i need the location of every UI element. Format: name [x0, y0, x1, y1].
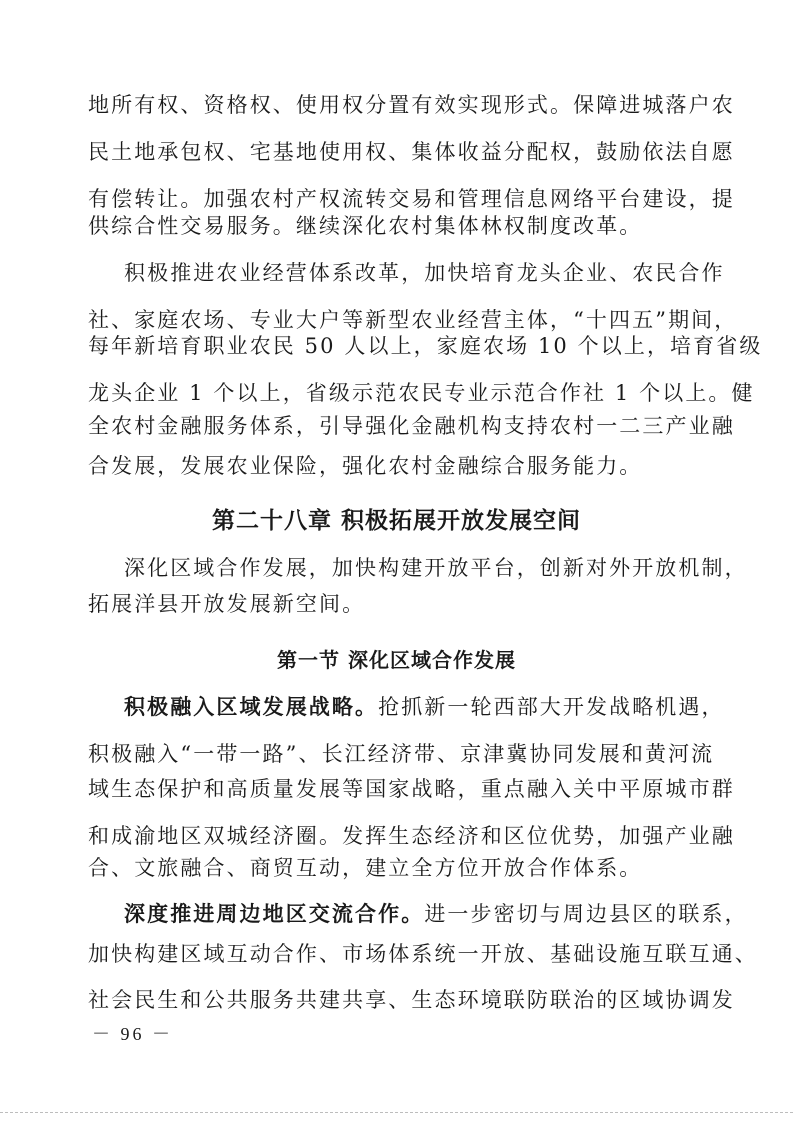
paragraph-line: 龙头企业 1 个以上，省级示范农民专业示范合作社 1 个以上。健: [88, 381, 755, 405]
paragraph-line: 积极推进农业经营体系改革，加快培育龙头企业、农民合作: [124, 261, 725, 285]
section-title: 第一节 深化区域合作发展: [277, 648, 516, 672]
paragraph-line: [124, 899, 754, 929]
chapter-title: 第二十八章 积极拓展开放发展空间: [211, 508, 581, 534]
paragraph-line: 加快构建区域互动合作、市场体系统一开放、基础设施互联互通、: [88, 942, 758, 966]
paragraph-line: 和成渝地区双城经济圈。发挥生态经济和区位优势，加强产业融: [88, 824, 735, 848]
paragraph-line: 社会民生和公共服务共建共享、生态环境联防联治的区域协调发: [88, 988, 735, 1012]
paragraph-line: 供综合性交易服务。继续深化农村集体林权制度改革。: [88, 214, 643, 238]
paragraph-line: [124, 692, 754, 722]
paragraph-line: 地所有权、资格权、使用权分置有效实现形式。保障进城落户农: [88, 93, 735, 117]
paragraph-lead: 深度推进周边地区交流合作。: [124, 901, 425, 926]
paragraph-line: 合发展，发展农业保险，强化农村金融综合服务能力。: [88, 454, 643, 478]
paragraph-line: 拓展洋县开放发展新空间。: [88, 592, 366, 616]
paragraph-text: 进一步密切与周边县区的联系，: [424, 902, 748, 926]
paragraph-lead: 积极融入区域发展战略。: [124, 694, 379, 719]
paragraph-line: 积极融入“一带一路”、长江经济带、京津冀协同发展和黄河流: [88, 742, 715, 766]
paragraph-line: 社、家庭农场、专业大户等新型农业经营主体，“十四五”期间，: [88, 308, 738, 332]
page-number: － 96 －: [92, 1024, 173, 1044]
paragraph-line: 全农村金融服务体系，引导强化金融机构支持农村一二三产业融: [88, 414, 735, 438]
scan-edge-divider: [0, 1112, 793, 1115]
paragraph-line: 每年新培育职业农民 50 人以上，家庭农场 10 个以上，培育省级: [88, 334, 763, 358]
paragraph-line: 有偿转让。加强农村产权流转交易和管理信息网络平台建设，提: [88, 187, 735, 211]
paragraph-line: 域生态保护和高质量发展等国家战略，重点融入关中平原城市群: [88, 777, 735, 801]
paragraph-line: 合、文旅融合、商贸互动，建立全方位开放合作体系。: [88, 856, 643, 880]
paragraph-line: 民土地承包权、宅基地使用权、集体收益分配权，鼓励依法自愿: [88, 140, 735, 164]
paragraph-line: 深化区域合作发展，加快构建开放平台，创新对外开放机制，: [124, 556, 748, 580]
paragraph-text: 抢抓新一轮西部大开发战略机遇，: [378, 695, 725, 719]
